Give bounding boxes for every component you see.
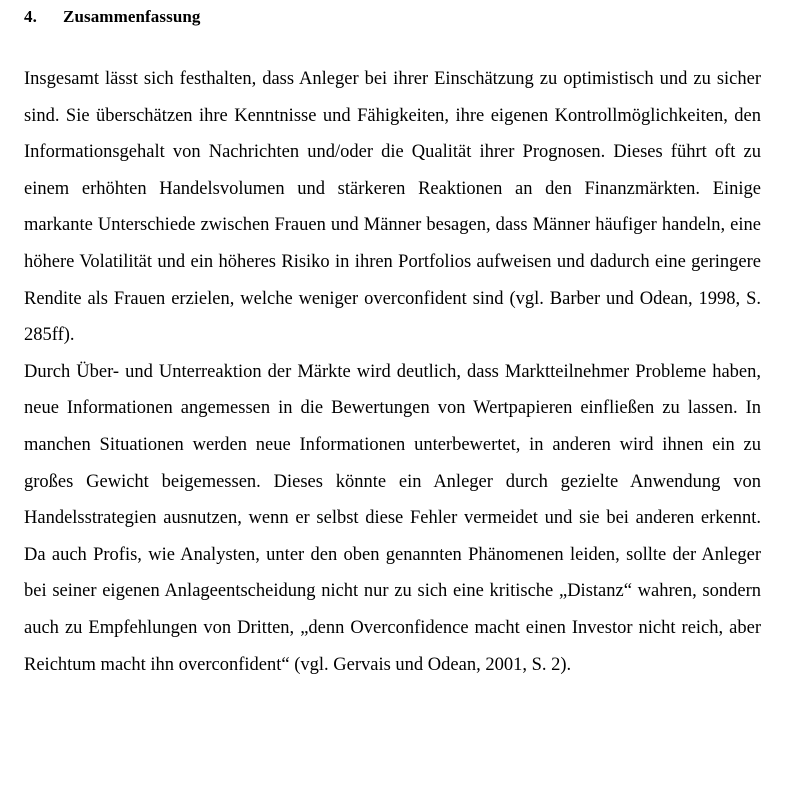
body-text (24, 61, 761, 683)
paragraph-2: Durch Über- und Unterreaktion der Märkte wird deutlich, dass Marktteilnehmer Probleme haben, neue Informationen angemessen in die Bewertungen von Wertpapieren einfließen zu lassen. In manchen Situationen werden neue Informationen unterbewertet, in anderen wird ihnen ein zu großes Gewicht beigemessen. Dieses könnte ein Anleger durch gezielte Anwendung von Handelsstrategien ausnutzen, wenn er selbst diese Fehler vermeidet und sie bei anderen erkennt. Da auch Profis, wie Analysten, unter den oben genannten Phänomenen leiden, sollte der Anleger bei seiner eigenen Anlageentscheidung nicht nur zu sich eine kritische „Distanz“ wahren, sondern auch zu Empfehlungen von Dritten, „denn Overconfidence macht einen Investor nicht reich, aber Reichtum macht ihn overconfident“ (vgl. Gervais und Odean, 2001, S. 2). (24, 361, 761, 675)
page-content (24, 0, 761, 683)
section-number: 4. (24, 7, 37, 26)
section-title: Zusammenfassung (63, 7, 201, 26)
paragraph-1: Insgesamt lässt sich festhalten, dass Anleger bei ihrer Einschätzung zu optimistisch und zu sicher sind. Sie überschätzen ihre Kenntnisse und Fähigkeiten, ihre eigenen Kontrollmöglichkeiten, den Informationsgehalt von Nachrichten und/oder die Qualität ihrer Prognosen. Dieses führt oft zu einem erhöhten Handelsvolumen und stärkeren Reaktionen an den Finanzmärkten. Einige markante Unterschiede zwischen Frauen und Männer besagen, dass Männer häufiger handeln, eine höhere Volatilität und ein höheres Risiko in ihren Portfolios aufweisen und dadurch eine geringere Rendite als Frauen erzielen, welche weniger overconfident sind (vgl. Barber und Odean, 1998, S. 285ff). (24, 69, 761, 346)
section-heading (24, 0, 761, 27)
